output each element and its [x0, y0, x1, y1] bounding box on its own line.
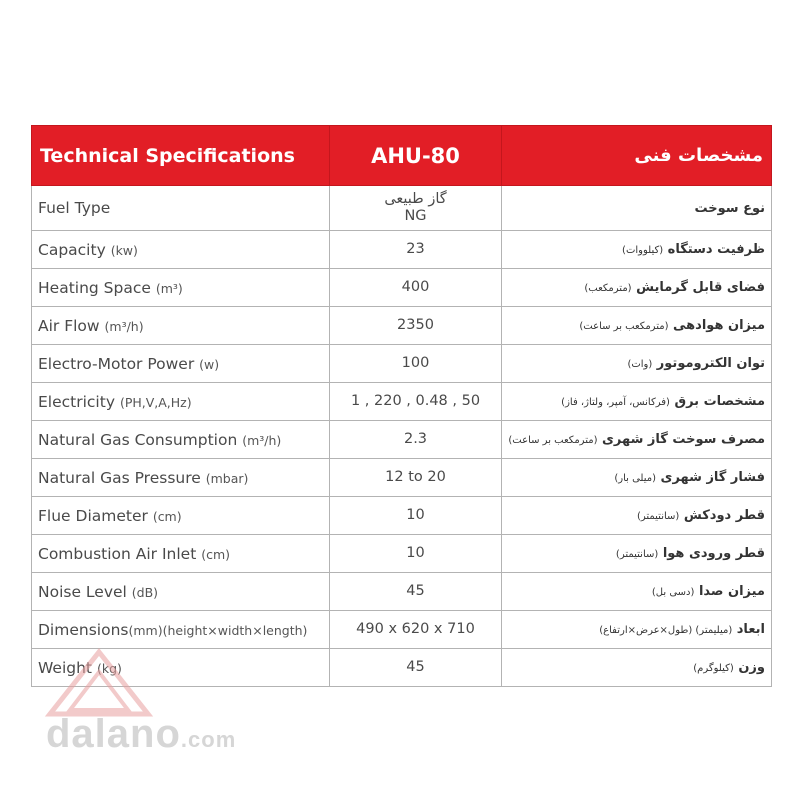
row-unit-fa: (وات) [627, 359, 653, 370]
row-unit: (mm)(height×width×length) [128, 622, 308, 638]
row-value-fa: گاز طبیعی [384, 191, 447, 207]
row-label-fa [502, 649, 772, 687]
watermark-brand: dalano [46, 712, 181, 756]
row-label-fa [502, 459, 772, 497]
row-label [32, 307, 330, 345]
row-label-fa-text: فضای قابل گرمایش [636, 280, 765, 295]
row-unit-fa: (مترمکعب) [584, 283, 632, 294]
row-label-fa-text: مشخصات برق [674, 394, 765, 409]
row-unit: (cm) [152, 508, 182, 524]
row-unit-fa: (مترمکعب بر ساعت) [579, 321, 669, 332]
row-label-fa-text: نوع سوخت [694, 200, 765, 216]
row-unit-fa: (میلیمتر) (طول×عرض×ارتفاع) [599, 625, 733, 636]
row-label-fa-text: میزان هوادهی [673, 318, 765, 333]
row-label-fa-text: میزان صدا [698, 584, 765, 599]
row-label [32, 611, 330, 649]
row-unit: (m³/h) [104, 318, 144, 334]
row-value: 45 [330, 573, 502, 611]
table-row [32, 345, 772, 383]
row-label-fa [502, 383, 772, 421]
row-label-fa-text: وزن [738, 660, 765, 675]
row-label [32, 459, 330, 497]
row-label-fa [502, 611, 772, 649]
row-unit: (m³/h) [242, 432, 282, 448]
row-unit-fa: (کیلووات) [622, 245, 664, 256]
row-label [32, 497, 330, 535]
row-label-fa-text: قطر ورودی هوا [662, 546, 765, 561]
row-label-fa [502, 421, 772, 459]
row-label-fa-text: ظرفیت دستگاه [667, 242, 765, 257]
table-row [32, 269, 772, 307]
row-value: 100 [330, 345, 502, 383]
header-row [32, 126, 772, 186]
row-label [32, 535, 330, 573]
row-label-fa-text: مصرف سوخت گاز شهری [602, 432, 765, 447]
table-row [32, 459, 772, 497]
row-label-fa [502, 269, 772, 307]
row-value: 2.3 [330, 421, 502, 459]
table-row [32, 421, 772, 459]
row-label-text: Combustion Air Inlet [38, 544, 197, 563]
table-row [32, 307, 772, 345]
row-unit: (mbar) [205, 470, 249, 486]
row-label-fa-text: قطر دودکش [683, 508, 765, 523]
row-value: 10 [330, 497, 502, 535]
spec-table [31, 125, 772, 687]
row-value: 400 [330, 269, 502, 307]
row-label-fa [502, 345, 772, 383]
row-value: 2350 [330, 307, 502, 345]
row-label [32, 421, 330, 459]
row-label-fa [502, 535, 772, 573]
row-label-text: Dimensions [38, 620, 129, 639]
row-label-fa [502, 186, 772, 231]
row-value: 45 [330, 649, 502, 687]
row-unit: (PH,V,A,Hz) [119, 394, 192, 410]
row-label-text: Electricity [38, 392, 115, 411]
row-unit-fa: (میلی بار) [614, 473, 657, 484]
row-label-text: Fuel Type [38, 199, 111, 217]
row-label-fa [502, 307, 772, 345]
row-unit: (m³) [155, 280, 183, 296]
row-unit-fa: (کیلوگرم) [693, 663, 734, 674]
row-label [32, 269, 330, 307]
row-label-text: Flue Diameter [38, 506, 148, 525]
header-title-fa: مشخصات فنی [502, 126, 772, 186]
row-unit: (kw) [110, 242, 138, 258]
row-label-text: Capacity [38, 240, 106, 259]
row-unit-fa: (مترمکعب بر ساعت) [508, 435, 598, 446]
row-label-text: Heating Space [38, 278, 151, 297]
row-label-fa-text: توان الکتروموتور [656, 356, 765, 371]
row-label-text: Weight [38, 658, 93, 677]
row-label-text: Natural Gas Pressure [38, 468, 201, 487]
row-value: 23 [330, 231, 502, 269]
watermark [46, 712, 236, 757]
row-value: 490 x 620 x 710 [330, 611, 502, 649]
table-row [32, 497, 772, 535]
table-row [32, 573, 772, 611]
row-label [32, 231, 330, 269]
table-row [32, 535, 772, 573]
row-unit-fa: (دسی بل) [651, 587, 695, 598]
table-row [32, 231, 772, 269]
row-unit: (dB) [131, 584, 159, 600]
row-label-text: Natural Gas Consumption [38, 430, 238, 449]
row-unit-fa: (سانتیمتر) [636, 511, 680, 522]
table-row [32, 611, 772, 649]
row-label-fa-text: ابعاد [736, 622, 765, 637]
row-value-text: NG [404, 208, 427, 224]
row-label [32, 345, 330, 383]
row-label [32, 573, 330, 611]
watermark-domain: .com [180, 727, 237, 752]
row-label-fa [502, 497, 772, 535]
row-label-fa [502, 573, 772, 611]
table-row [32, 186, 772, 231]
row-unit: (kg) [96, 660, 122, 676]
row-label-fa-text: فشار گاز شهری [660, 470, 765, 485]
watermark-logo-icon [44, 648, 154, 718]
row-unit: (cm) [201, 546, 231, 562]
row-unit: (w) [199, 356, 220, 372]
row-label-text: Noise Level [38, 582, 127, 601]
row-unit-fa: (فرکانس، آمپر، ولتاژ، فاز) [561, 397, 670, 408]
row-unit-fa: (سانتیمتر) [615, 549, 659, 560]
header-model: AHU-80 [330, 126, 502, 186]
row-label [32, 383, 330, 421]
row-label [32, 186, 330, 231]
row-label-fa [502, 231, 772, 269]
row-value: 1 , 220 , 0.48 , 50 [330, 383, 502, 421]
row-value: 12 to 20 [330, 459, 502, 497]
table-row [32, 383, 772, 421]
row-label-text: Electro-Motor Power [38, 354, 195, 373]
row-value: 10 [330, 535, 502, 573]
row-value [330, 186, 502, 231]
header-title-en: Technical Specifications [32, 126, 330, 186]
row-label-text: Air Flow [38, 316, 100, 335]
